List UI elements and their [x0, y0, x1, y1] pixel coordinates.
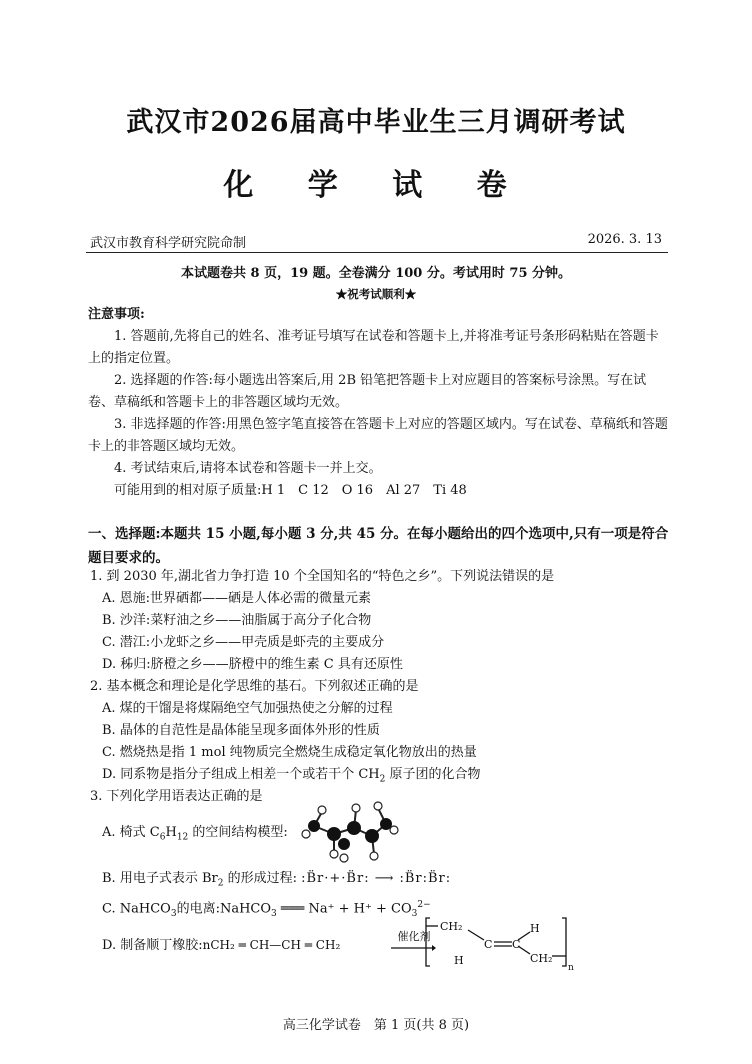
atomic-mass: 可能用到的相对原子质量:H 1 C 12 O 16 Al 27 Ti 48 — [114, 483, 467, 498]
page-title: 武汉市2026届高中毕业生三月调研考试 — [126, 107, 626, 138]
question-option: A. 恩施:世界硒都——硒是人体必需的微量元素 — [102, 591, 372, 606]
svg-text:C: C — [484, 938, 493, 951]
header-divider — [86, 252, 668, 253]
note-item: 4. 考试结束后,请将本试卷和答题卡一并上交。 — [114, 461, 382, 476]
question-stem: 2. 基本概念和理论是化学思维的基石。下列叙述正确的是 — [90, 679, 419, 694]
question-stem: 1. 到 2030 年,湖北省力争打造 10 个全国知名的“特色之乡”。下列说法错误的是 — [90, 569, 555, 584]
question-option: C. 燃烧热是指 1 mol 纯物质完全燃烧生成稳定氧化物放出的热量 — [102, 745, 477, 760]
svg-text:C: C — [512, 938, 521, 951]
catalyst-label: 催化剂 — [397, 930, 431, 943]
svg-text:H: H — [530, 922, 540, 935]
question-option: A. 煤的干馏是将煤隔绝空气加强热使之分解的过程 — [102, 701, 393, 716]
exam-date: 2026. 3. 13 — [587, 232, 662, 247]
question-option-c: C. NaHCO$_3$的电离:NaHCO$_3$ ═══ $Na^+ + H^+ + CO_3^{2-}$ — [102, 900, 431, 919]
page-footer: 高三化学试卷 第 1 页(共 8 页) — [282, 1018, 470, 1033]
question-option: C. 潜江:小龙虾之乡——甲壳质是虾壳的主要成分 — [102, 635, 385, 650]
note-item: 1. 答题前,先将自己的姓名、准考证号填写在试卷和答题卡上,并将准考证号条形码粘贴在答题卡上的指定位置。 — [88, 329, 659, 366]
svg-text:CH₂: CH₂ — [440, 920, 463, 933]
issuer: 武汉市教育科学研究院命制 — [90, 236, 247, 251]
question-option-b: B. 用电子式表示 $Br_2$ 的形成过程: :B̈r·+·B̈r: ⟶ :B̈r:B̈r: — [102, 871, 452, 889]
question-option: B. 沙洋:菜籽油之乡——油脂属于高分子化合物 — [102, 613, 372, 628]
blessing: ★祝考试顺利★ — [335, 287, 417, 301]
cis-polybutadiene-structure-icon — [424, 912, 574, 972]
chair-cyclohexane-model-icon — [300, 800, 400, 864]
section-heading: 一、选择题:本题共 15 小题,每小题 3 分,共 45 分。在每小题给出的四个选项中,只有一项是符合题目要求的。 — [88, 526, 669, 566]
equals-sign-icon: ═══ — [280, 901, 305, 917]
question-option: B. 晶体的自范性是晶体能呈现多面体外形的性质 — [102, 723, 380, 738]
question-option: D. 秭归:脐橙之乡——脐橙中的维生素 C 具有还原性 — [102, 657, 403, 672]
svg-text:CH₂: CH₂ — [530, 952, 553, 965]
question-option-d: D. 制备顺丁橡胶:nCH₂ ═ CH—CH ═ CH₂ — [102, 938, 341, 953]
note-item: 3. 非选择题的作答:用黑色签字笔直接答在答题卡上对应的答题区域内。写在试卷、草稿纸和答题卡上的非答题区域均无效。 — [88, 417, 668, 454]
svg-text:n: n — [568, 963, 574, 972]
electron-dot-formula: :B̈r·+·B̈r: ⟶ :B̈r:B̈r: — [301, 871, 452, 886]
page-subtitle: 化 学 试 卷 — [223, 168, 529, 203]
notes-heading: 注意事项: — [88, 307, 145, 322]
question-option-a: A. 椅式 $C_6H_{12}$ 的空间结构模型: — [102, 825, 288, 843]
note-item: 2. 选择题的作答:每小题选出答案后,用 2B 铅笔把答题卡上对应题目的答案标号涂黑。写在试卷、草稿纸和答题卡上的非答题区域均无效。 — [88, 373, 647, 410]
question-option: D. 同系物是指分子组成上相差一个或若干个 $CH_2$ 原子团的化合物 — [102, 767, 481, 785]
exam-meta: 本试题卷共 8 页，19 题。全卷满分 100 分。考试用时 75 分钟。 — [180, 266, 572, 281]
svg-text:H: H — [454, 954, 464, 967]
question-stem: 3. 下列化学用语表达正确的是 — [90, 789, 263, 804]
